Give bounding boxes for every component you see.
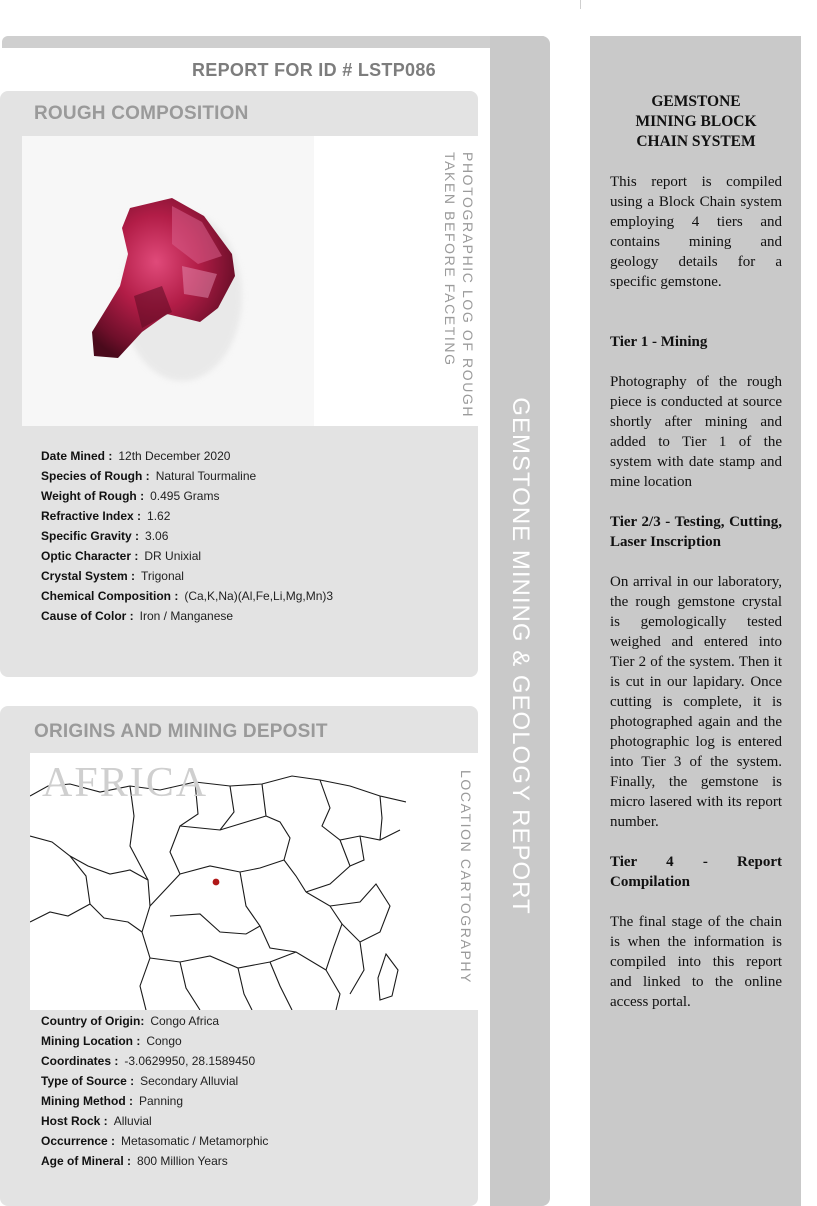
blockchain-title-line: GEMSTONE [651, 93, 741, 110]
report-id-heading: REPORT FOR ID # LSTP086 [192, 60, 436, 80]
detail-value: Natural Tourmaline [155, 469, 257, 483]
detail-value: Alluvial [113, 1114, 152, 1128]
tier23-text: On arrival in our laboratory, the rough gemstone crystal is gemologically tested weighed and entered into Tier 2 of the system. Then it is cut in our lapidary. Once cutting is complete, it is photographed again and the photographic log is entered into Tier 3 of the system. Finally, the gemstone is micro lasered with its report number. [610, 574, 782, 830]
detail-value: Trigonal [141, 569, 184, 583]
detail-value: Iron / Manganese [139, 609, 234, 623]
side-title [490, 36, 550, 1206]
map-region-label: AFRICA [42, 760, 209, 806]
tier1-heading: Tier 1 - Mining [610, 334, 708, 350]
detail-row [41, 506, 333, 526]
detail-value: -3.0629950, 28.1589450 [124, 1054, 256, 1068]
detail-label: Date Mined : [41, 449, 113, 463]
detail-label: Mining Method : [41, 1094, 133, 1108]
detail-row [41, 1011, 268, 1031]
detail-value: 3.06 [145, 529, 169, 543]
tier4-text: The final stage of the chain is when the information is compiled into this report and linked to the online access portal. [610, 914, 782, 1010]
africa-map [30, 756, 406, 1010]
detail-row [41, 586, 333, 606]
report-frame-top [2, 36, 548, 48]
detail-label: Age of Mineral : [41, 1154, 132, 1168]
detail-row [41, 1071, 268, 1091]
detail-value: Metasomatic / Metamorphic [121, 1134, 269, 1148]
blockchain-info-content [610, 92, 782, 1012]
detail-label: Refractive Index : [41, 509, 142, 523]
detail-row [41, 1111, 268, 1131]
detail-label: Occurrence : [41, 1134, 116, 1148]
detail-label: Country of Origin: [41, 1014, 145, 1028]
detail-value: 12th December 2020 [118, 449, 231, 463]
detail-label: Optic Character : [41, 549, 139, 563]
detail-value: Panning [138, 1094, 184, 1108]
detail-row [41, 1131, 268, 1151]
detail-row [41, 526, 333, 546]
blockchain-title [604, 92, 788, 152]
origins-title: ORIGINS AND MINING DEPOSIT [34, 721, 328, 742]
detail-label: Host Rock : [41, 1114, 108, 1128]
detail-row [41, 606, 333, 626]
rough-details-list [41, 446, 333, 626]
blockchain-intro: This report is compiled using a Block Chain system employing 4 tiers and contains mining and geology details for a specific gemstone. [610, 174, 782, 290]
detail-row [41, 486, 333, 506]
map-drawing [30, 756, 406, 1010]
detail-label: Specific Gravity : [41, 529, 140, 543]
detail-label: Species of Rough : [41, 469, 150, 483]
detail-value: (Ca,K,Na)(Al,Fe,Li,Mg,Mn)3 [184, 589, 334, 603]
side-title-text: GEMSTONE MINING & GEOLOGY REPORT [507, 397, 534, 915]
detail-value: Secondary Alluvial [140, 1074, 239, 1088]
detail-label: Weight of Rough : [41, 489, 145, 503]
tier4-heading: Tier 4 - Report Compilation [610, 854, 782, 890]
detail-label: Type of Source : [41, 1074, 135, 1088]
rough-gemstone-photo [22, 136, 314, 426]
detail-row [41, 1031, 268, 1051]
detail-row [41, 1151, 268, 1171]
detail-label: Crystal System : [41, 569, 136, 583]
detail-row [41, 466, 333, 486]
detail-row [41, 566, 333, 586]
blockchain-title-line: CHAIN SYSTEM [636, 133, 756, 150]
detail-value: 0.495 Grams [150, 489, 220, 503]
detail-value: DR Unixial [144, 549, 202, 563]
detail-value: Congo Africa [150, 1014, 220, 1028]
detail-value: 800 Million Years [137, 1154, 228, 1168]
detail-label: Mining Location : [41, 1034, 141, 1048]
detail-row [41, 1051, 268, 1071]
detail-value: 1.62 [147, 509, 171, 523]
blockchain-title-line: MINING BLOCK [635, 113, 757, 130]
rough-photo-caption-line2: TAKEN BEFORE FACETING [442, 152, 458, 367]
tier23-heading: Tier 2/3 - Testing, Cutting, Laser Inscription [610, 514, 782, 550]
detail-row [41, 446, 333, 466]
origin-details-list [41, 1011, 268, 1171]
top-divider-tick [580, 0, 581, 9]
rough-composition-title: ROUGH COMPOSITION [34, 103, 249, 124]
rough-photo-caption-line1: PHOTOGRAPHIC LOG OF ROUGH [460, 152, 476, 419]
mine-location-marker [213, 879, 220, 886]
detail-value: Congo [146, 1034, 182, 1048]
map-caption: LOCATION CARTOGRAPHY [458, 770, 474, 985]
detail-label: Cause of Color : [41, 609, 134, 623]
detail-label: Chemical Composition : [41, 589, 179, 603]
gemstone-image [22, 136, 314, 426]
detail-row [41, 1091, 268, 1111]
detail-row [41, 546, 333, 566]
detail-label: Coordinates : [41, 1054, 119, 1068]
tier1-text: Photography of the rough piece is conducted at source shortly after mining and added to Tier 1 of the system with date stamp and mine location [610, 374, 782, 490]
blockchain-info-panel [590, 36, 801, 1206]
